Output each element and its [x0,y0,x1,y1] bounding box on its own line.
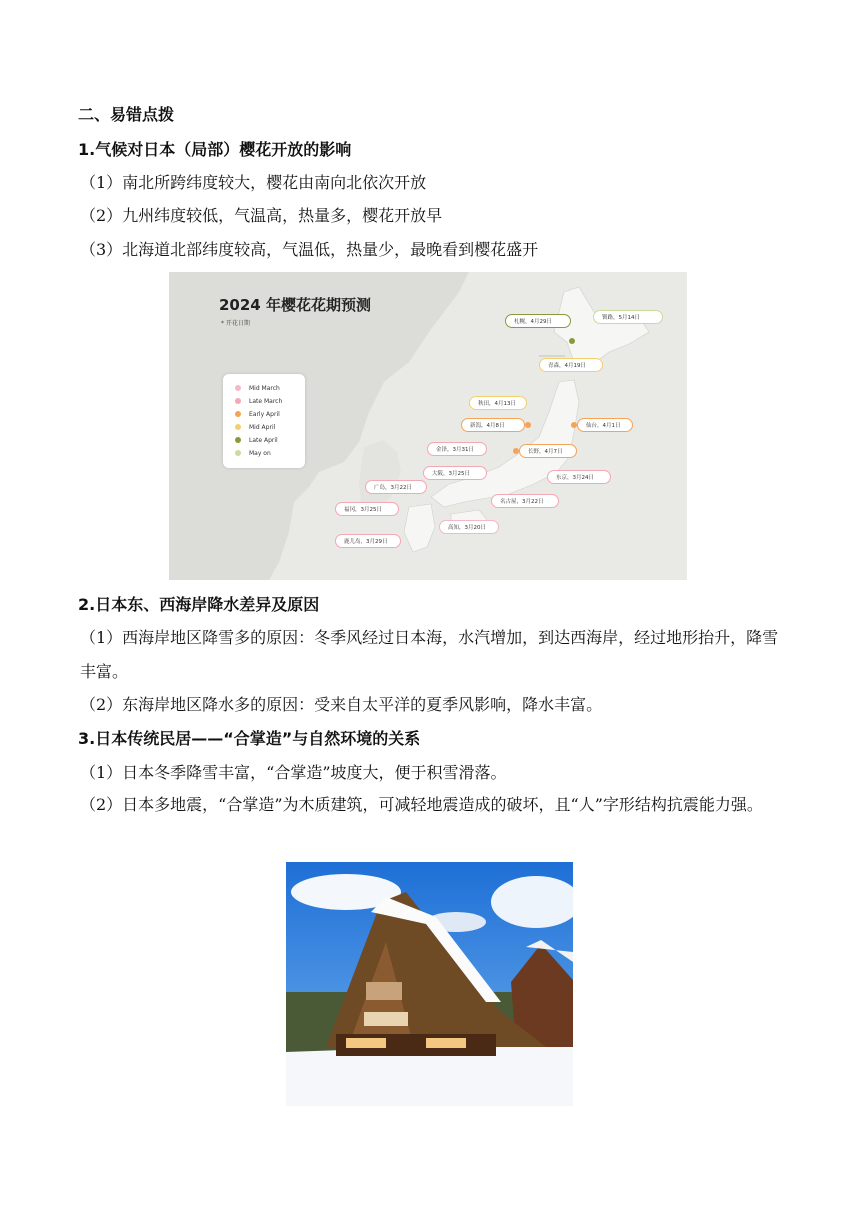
topic2-item-1: （1）西海岸地区降雪多的原因：冬季风经过日本海，水汽增加，到达西海岸，经过地形抬升，降雪丰富。 [80,628,779,681]
city-aomori: 青森，4月19日 [539,358,603,372]
legend-dot [235,398,241,404]
topic1-item-2: （2）九州纬度较低，气温高，热量多，樱花开放早 [80,206,443,225]
city-sendai: 仙台，4月1日 [577,418,633,432]
map-legend [223,374,305,468]
house-illustration [286,862,573,1106]
legend-dot [235,437,241,443]
city-kagoshima: 鹿儿岛，3月29日 [335,534,401,548]
topic2-heading: 2.日本东、西海岸降水差异及原因 [78,595,320,614]
city-kushiro: 钏路，5月14日 [593,310,663,324]
city-nagoya: 名古屋，3月22日 [491,494,559,508]
map-subtitle: * 开花日期 [221,320,250,327]
topic1-item-3: （3）北海道北部纬度较高，气温低，热量少，最晚看到樱花盛开 [80,240,539,259]
legend-dot [235,450,241,456]
city-hiroshima: 广岛，3月22日 [365,480,427,494]
marker-nagano [513,448,519,454]
sakura-forecast-map [169,272,687,580]
legend-item: Early April [235,408,280,420]
city-kochi: 高知，3月20日 [439,520,499,534]
city-nagano: 长野，4月7日 [519,444,577,458]
topic1-heading: 1.气候对日本（局部）樱花开放的影响 [78,140,352,159]
topic2-item-2: （2）东海岸地区降水多的原因：受来自太平洋的夏季风影响，降水丰富。 [80,695,603,714]
legend-item: Late March [235,395,282,407]
legend-dot [235,411,241,417]
topic3-heading: 3.日本传统民居——“合掌造”与自然环境的关系 [78,729,421,748]
topic1-item-1: （1）南北所跨纬度较大，樱花由南向北依次开放 [80,173,427,192]
legend-dot [235,424,241,430]
city-tokyo: 东京，3月24日 [547,470,611,484]
marker-sendai [571,422,577,428]
city-akita: 秋田，4月13日 [469,396,527,410]
city-fukuoka: 福冈，3月25日 [335,502,399,516]
legend-item: Mid April [235,421,275,433]
section-title: 二、易错点拨 [78,105,175,124]
topic3-item-1: （1）日本冬季降雪丰富，“合掌造”坡度大，便于积雪滑落。 [80,763,507,782]
marker-sapporo [569,338,575,344]
legend-item: Mid March [235,382,280,394]
gassho-zukuri-house-photo [286,862,573,1106]
city-osaka: 大阪，3月25日 [423,466,487,480]
marker-niigata [525,422,531,428]
city-niigata: 新潟，4月8日 [461,418,525,432]
legend-item: Late April [235,434,278,446]
topic3-item-2: （2）日本多地震，“合掌造”为木质建筑，可减轻地震造成的破坏，且“人”字形结构抗震能力强。 [80,795,763,814]
legend-dot [235,385,241,391]
city-sapporo: 札幌，4月29日 [505,314,571,328]
city-kanazawa: 金泽，3月31日 [427,442,487,456]
map-title: 2024 年樱花花期预测 [219,296,371,314]
legend-item: May on [235,447,271,459]
